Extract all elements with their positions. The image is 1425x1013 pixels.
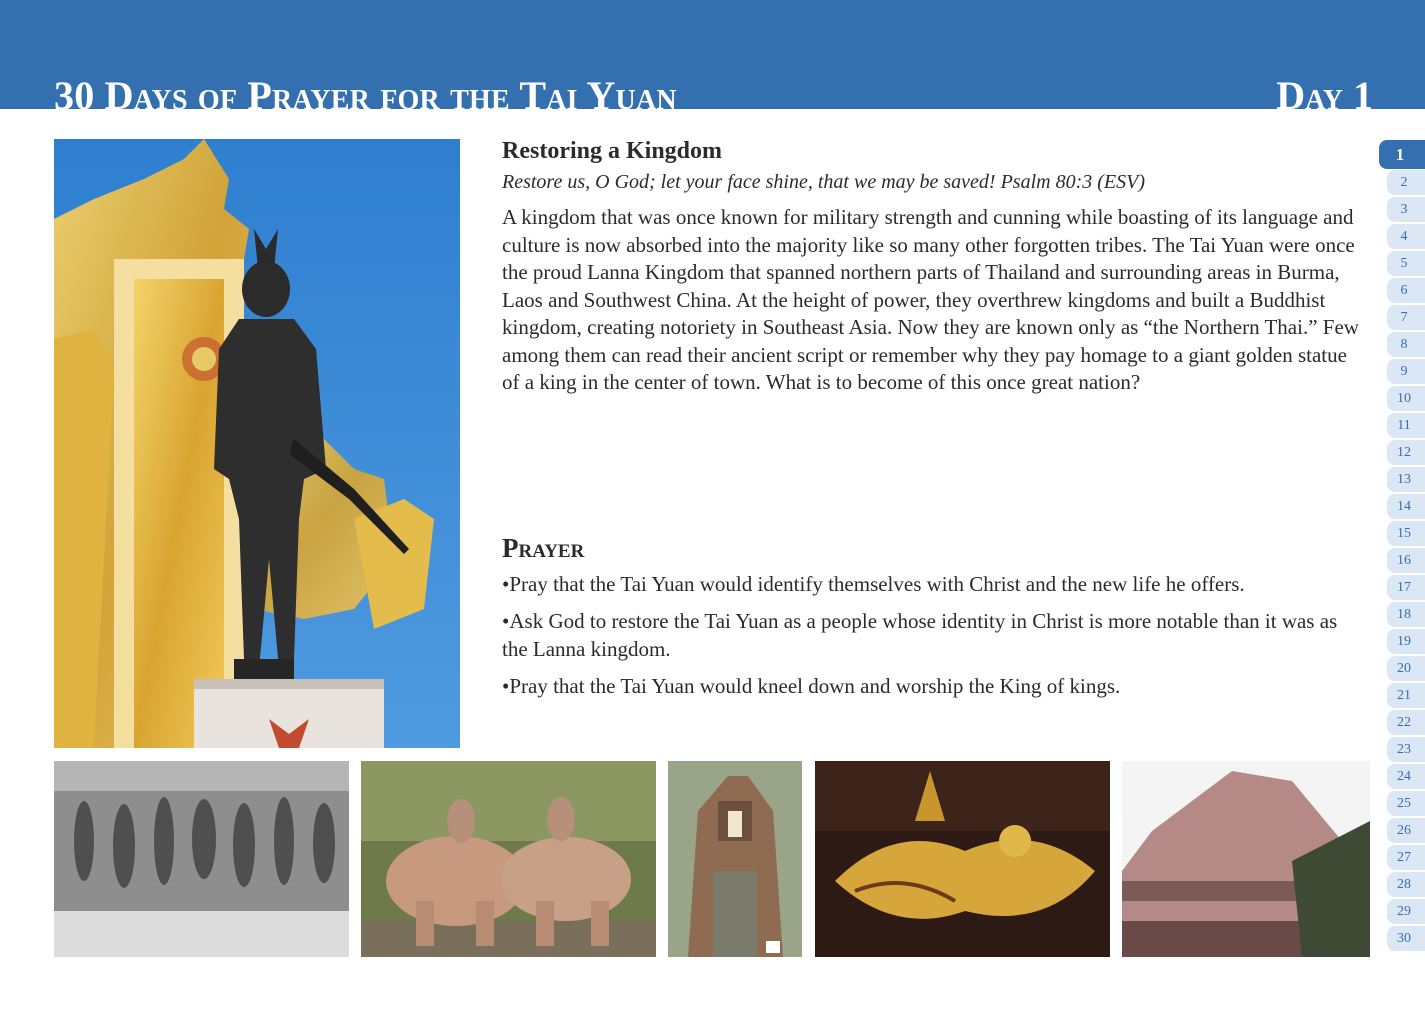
article	[502, 134, 1368, 397]
day-tab-29[interactable]: 29	[1387, 899, 1425, 924]
day-tab-4[interactable]: 4	[1387, 224, 1425, 249]
day-tab-7[interactable]: 7	[1387, 305, 1425, 330]
day-tab-8[interactable]: 8	[1387, 332, 1425, 357]
thumb-elephant-statue-photo	[361, 761, 656, 957]
prayer-item: •Pray that the Tai Yuan would kneel down and worship the King of kings.	[502, 674, 1121, 698]
day-tab-27[interactable]: 27	[1387, 845, 1425, 870]
day-tab-9[interactable]: 9	[1387, 359, 1425, 384]
prayer-list	[502, 570, 1368, 709]
day-tab-6[interactable]: 6	[1387, 278, 1425, 303]
page-title: 30 Days of Prayer for the Tai Yuan	[54, 73, 677, 118]
day-tab-10[interactable]: 10	[1387, 386, 1425, 411]
day-tab-12[interactable]: 12	[1387, 440, 1425, 465]
day-tab-15[interactable]: 15	[1387, 521, 1425, 546]
thumb-stone-relief-photo	[54, 761, 349, 957]
day-tab-19[interactable]: 19	[1387, 629, 1425, 654]
day-tab-21[interactable]: 21	[1387, 683, 1425, 708]
prayer-heading: Prayer	[502, 533, 585, 563]
day-tab-18[interactable]: 18	[1387, 602, 1425, 627]
day-tab-22[interactable]: 22	[1387, 710, 1425, 735]
day-tab-25[interactable]: 25	[1387, 791, 1425, 816]
day-tab-5[interactable]: 5	[1387, 251, 1425, 276]
hero-statue-photo	[54, 139, 460, 748]
day-label: Day 1	[1276, 73, 1373, 118]
day-tab-13[interactable]: 13	[1387, 467, 1425, 492]
day-tab-30[interactable]: 30	[1387, 926, 1425, 951]
day-tab-3[interactable]: 3	[1387, 197, 1425, 222]
day-tab-1[interactable]: 1	[1379, 140, 1425, 169]
day-tab-16[interactable]: 16	[1387, 548, 1425, 573]
day-tab-2[interactable]: 2	[1387, 170, 1425, 195]
thumb-gold-mural-photo	[815, 761, 1110, 957]
day-tab-23[interactable]: 23	[1387, 737, 1425, 762]
article-title: Restoring a Kingdom	[502, 138, 723, 164]
day-tab-26[interactable]: 26	[1387, 818, 1425, 843]
day-tab-17[interactable]: 17	[1387, 575, 1425, 600]
thumb-ruined-chedi-photo	[668, 761, 802, 957]
day-tab-24[interactable]: 24	[1387, 764, 1425, 789]
thumb-brick-temple-photo	[1122, 761, 1370, 957]
prayer-item: •Pray that the Tai Yuan would identify themselves with Christ and the new life he offers.	[502, 572, 1245, 596]
page-header	[0, 0, 1425, 118]
prayer-item: •Ask God to restore the Tai Yuan as a people whose identity in Christ is more notable than it was as the Lanna kingdom.	[502, 609, 1338, 661]
scripture-verse: Restore us, O God; let your face shine, that we may be saved! Psalm 80:3 (ESV)	[502, 171, 1145, 193]
day-tab-20[interactable]: 20	[1387, 656, 1425, 681]
day-tab-11[interactable]: 11	[1387, 413, 1425, 438]
day-tab-14[interactable]: 14	[1387, 494, 1425, 519]
day-tab-28[interactable]: 28	[1387, 872, 1425, 897]
article-body: A kingdom that was once known for military strength and cunning while boasting of its language and culture is now absorbed into the majority like so many other forgotten tribes. The Tai Yuan were once the proud Lanna Kingdom that spanned northern parts of Thailand and surrounding areas in Burma, Laos and Southwest China. At the height of power, they overthrew kingdoms and built a Buddhist kingdom, creating notoriety in Southeast Asia. Now they are known only as “the Northern Thai.” Few among them can read their ancient script or remember why they pay homage to a giant golden statue of a king in the center of town. What is to become of this once great nation?	[502, 205, 1359, 394]
